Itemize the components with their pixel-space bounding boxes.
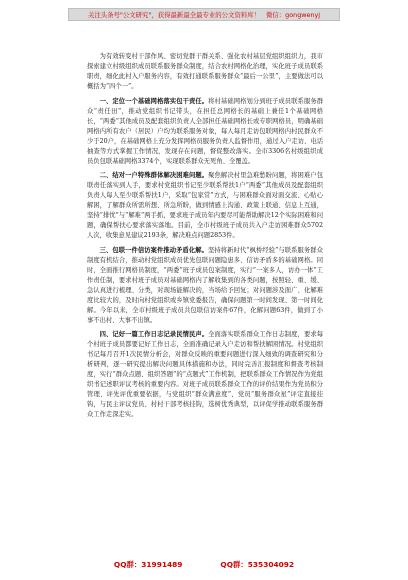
section-2-text: 聚焦解决村里急难愁盼问题，将困难户包联责任落实到人手，要求村党组织书记至少联系帮扶1户“两委”其他成员及配套组织负责人每人至少联系帮扶1户，采取“包家常”方式，与困难群众面对面交流、心贴心解困，了解群众所需所想、所急所盼，做到情感上沟通、政策上联通、信息上互通，坚持“排忧”与“解难”两手抓，要求班子成员年内要尽可能帮助解决12个实际困难和问题，确保帮扶心要求落实落地。目前，全市村级班子成员共入户走访困难群众5702人次，收集意见建议2193条，解决难点问题2853件。	[87, 172, 323, 239]
footer-contacts	[0, 559, 408, 571]
document-body	[87, 52, 323, 547]
section-4-paragraph	[87, 330, 323, 420]
section-3-heading: 三、包联一件信访案件推动矛盾化解。	[99, 246, 209, 254]
section-3-text: 坚持将新时代“枫桥经验”与联系服务群众制度有机结合，推动村党组织成员优先包联问题隐患多、信访矛盾多的基础网格。同时，全面推行网格员制度，“两委”班子成员包案制度，实行“一案多人，访办一体”工作责任制，要求村班子成员对基础网格内了解收集到的各类问题，按照轻、重、缓、急认真进行梳理、分类，对现场能解决的，当场给予回复；对问题涉及面广、化解难度比较大的，及时向村党组织或乡镇党委报告，确保问题第一时间发现、第一时间化解。今年以来，全市村级班子成员共包联信访案件67件，化解问题63件，做到了小事不出村、大事不出镇。	[87, 246, 323, 324]
intro-paragraph	[87, 52, 323, 92]
section-4-text: 全面落实联系群众工作日志制度，要求每个村班子成员都要记好工作日志，全面准确记录入户走访和帮扶解困情况。村党组织书记每月召开1次民情分析会，对群众反映的重要问题进行深入细致的调查研究和分析研判，逐一研究提出解决问题具体措施和办法，同时完善汇报制度和督查考核制度，实行“群众点题、组织答题”的“点题式”工作机制，把联系群众工作情况作为党组织书记述职评议考核的重要内容。对班子成员联系群众工作的评价结果作为党员积分管理、评先评优重要依据，与党组织“群众满意度”、党员“服务群众星”评定直接挂钩，与民主评议党员、村村干部考核挂钩，选树优秀典型，以评促学推动联系服务群众工作走深走实。	[87, 331, 323, 418]
section-3-paragraph	[87, 246, 323, 326]
section-1-heading: 一、定位一个基础网格落实包干责任。	[99, 97, 209, 105]
section-2-heading: 二、结对一户特殊群体解决困难问题。	[99, 172, 209, 179]
footer-qq-group-1: QQ群：31991489	[113, 560, 183, 569]
intro-text: 为有效转变村干部作风、密切党群干群关系、强化农村基层党组织组织力，我市探索建立村级组织成员联系服务群众制度，结合农村网格化治理，实化班子成员联系职责，细化此村入户服务内容，有效打通联系服务群众“最后一公里”，主要做法可以概括为“四个一”。	[87, 53, 323, 90]
banner-wechat-text: 微信：gongwenyj	[266, 11, 321, 19]
footer-qq-group-2: QQ群：535304092	[220, 560, 295, 569]
top-banner	[68, 8, 340, 21]
section-1-text: 将村基础网格划分到班子成员联系服务群众“责任田”，推动党组织书记带头，在担任总网格长的基础上兼任1个基础网格长，“两委”其他成员及配套组织负责人全部担任基础网格长或专职网格员，明确基础网格内所有农户（居民）户均为联系服务对象，每人每月走访包联网格内村民群众不少于20户，在基础网格上充分发挥网格员服务负责人监督作用，通过入户走访、电话抽查等方式掌握工作情况，发现存在问题，督促整改落实。全市3306名村级组织成员负包联基础网格3374个，实现联系群众无死角、全覆盖。	[87, 97, 323, 165]
section-4-heading: 四、记好一篇工作日志记录民情民声。	[99, 331, 209, 338]
section-1-paragraph	[87, 97, 323, 167]
section-2-paragraph	[87, 171, 323, 241]
banner-promo-text: 关注头条号"公文研究"，获得最新最全最专业的公文资料库！	[87, 11, 261, 19]
